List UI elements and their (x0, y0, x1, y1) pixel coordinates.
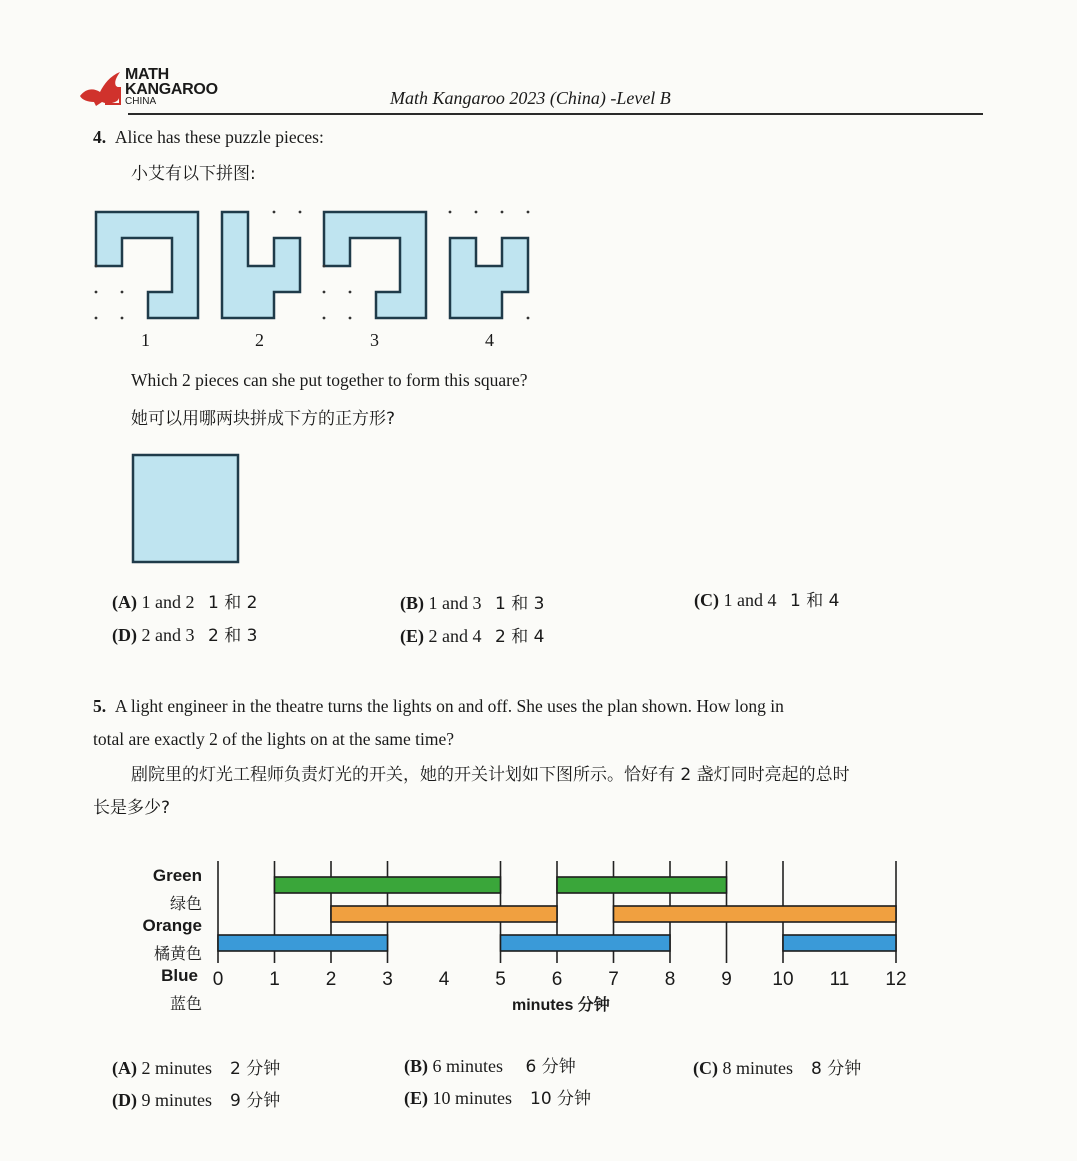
target-square (130, 452, 242, 566)
x-tick-8: 8 (664, 969, 676, 990)
x-tick-0: 0 (212, 969, 224, 990)
x-tick-5: 5 (495, 969, 506, 990)
q5-option-a-en: 2 minutes (141, 1058, 212, 1078)
q4-option-a-cn: 1 和 2 (208, 593, 258, 613)
logo-line-3: CHINA (125, 96, 157, 107)
q4-option-c[interactable] (694, 586, 839, 611)
x-tick-7: 7 (608, 969, 619, 990)
q5-option-b[interactable] (404, 1052, 576, 1077)
q4-option-b-letter: (B) (400, 593, 424, 613)
q5-option-e-en: 10 minutes (432, 1088, 512, 1108)
q4-text-en: Alice has these puzzle pieces: (114, 127, 324, 147)
x-tick-9: 9 (721, 969, 732, 990)
logo (76, 66, 226, 110)
puzzle-piece-1 (96, 212, 198, 318)
q5-text-cn-2: 长是多少? (93, 798, 171, 818)
q4-option-c-cn: 1 和 4 (790, 591, 840, 611)
piece-label-4: 4 (485, 330, 494, 350)
legend-green-cn: 绿色 (169, 894, 202, 913)
q5-option-a[interactable] (112, 1054, 280, 1079)
logo-line-2: KANGAROO (125, 81, 218, 98)
q5-line-en-1 (93, 690, 784, 723)
x-axis-label (512, 992, 610, 1015)
q4-option-e-cn: 2 和 4 (495, 627, 545, 647)
q4-line-en (93, 121, 324, 154)
q5-option-d-cn: 9 分钟 (230, 1091, 281, 1111)
q5-option-c-en: 8 minutes (722, 1058, 793, 1078)
x-tick-10: 10 (772, 969, 794, 990)
q5-option-c-letter: (C) (693, 1058, 718, 1078)
x-tick-6: 6 (551, 969, 563, 990)
piece-label-3: 3 (370, 330, 379, 350)
q5-option-c-cn: 8 分钟 (811, 1059, 862, 1079)
q4-question-en: Which 2 pieces can she put together to form this square? (131, 370, 528, 390)
q5-option-b-en: 6 minutes (432, 1056, 503, 1076)
kangaroo-logo-icon (76, 66, 128, 110)
q4-option-c-letter: (C) (694, 590, 719, 610)
q4-text-cn: 小艾有以下拼图: (131, 164, 256, 184)
x-tick-11: 11 (829, 969, 850, 990)
puzzle-piece-3 (324, 212, 426, 318)
puzzle-piece-2 (222, 212, 300, 318)
x-tick-4: 4 (438, 969, 450, 990)
q5-option-c[interactable] (693, 1054, 861, 1079)
legend-orange-cn: 橘黄色 (153, 944, 202, 963)
q4-option-e-letter: (E) (400, 626, 424, 646)
q5-option-a-letter: (A) (112, 1058, 137, 1078)
logo-line-1: MATH (125, 66, 169, 83)
q4-option-e-en: 2 and 4 (428, 626, 482, 646)
q5-option-d-en: 9 minutes (141, 1090, 212, 1110)
q5-option-e[interactable] (404, 1084, 591, 1109)
bar-blue-2 (501, 935, 671, 951)
q4-option-a-letter: (A) (112, 592, 137, 612)
q4-question-cn: 她可以用哪两块拼成下方的正方形? (131, 409, 396, 429)
q5-option-d-letter: (D) (112, 1090, 137, 1110)
x-tick-3: 3 (382, 969, 393, 990)
piece-label-2: 2 (255, 330, 264, 350)
piece-label-1: 1 (141, 330, 150, 350)
q5-option-b-letter: (B) (404, 1056, 428, 1076)
bar-green-2 (557, 877, 727, 893)
q5-option-d[interactable] (112, 1086, 280, 1111)
q5-option-b-cn: 6 分钟 (525, 1057, 576, 1077)
q4-option-b-en: 1 and 3 (428, 593, 482, 613)
page-title: Math Kangaroo 2023 (China) -Level B (390, 88, 671, 108)
q4-option-b[interactable] (400, 589, 544, 614)
q4-option-d[interactable] (112, 621, 257, 646)
q4-option-b-cn: 1 和 3 (495, 594, 545, 614)
q5-number: 5. (93, 696, 107, 716)
q4-option-d-en: 2 and 3 (141, 625, 195, 645)
bar-blue-1 (218, 935, 388, 951)
q5-text-cn-1: 剧院里的灯光工程师负责灯光的开关，她的开关计划如下图所示。恰好有 2 盏灯同时亮起的总时 (131, 765, 850, 785)
legend-blue-cn: 蓝色 (169, 994, 202, 1013)
q4-option-d-cn: 2 和 3 (208, 626, 258, 646)
q5-option-e-letter: (E) (404, 1088, 428, 1108)
x-tick-1: 1 (269, 969, 280, 990)
legend-orange: Orange (142, 916, 202, 935)
q5-option-a-cn: 2 分钟 (230, 1059, 281, 1079)
q4-option-a-en: 1 and 2 (141, 592, 195, 612)
q4-option-c-en: 1 and 4 (723, 590, 777, 610)
bar-orange-2 (614, 906, 897, 922)
x-axis-label-text: minutes 分钟 (512, 997, 610, 1014)
q5-text-en-2: total are exactly 2 of the lights on at the same time? (93, 729, 455, 749)
x-tick-12: 12 (885, 969, 907, 990)
bar-green-1 (275, 877, 501, 893)
q5-text-en-1: A light engineer in the theatre turns the lights on and off. She uses the plan shown. How long in (114, 696, 784, 716)
q4-number: 4. (93, 127, 107, 147)
header-rule (128, 113, 983, 115)
bar-blue-3 (783, 935, 896, 951)
legend-blue: Blue (161, 966, 198, 985)
q4-option-e[interactable] (400, 622, 544, 647)
puzzle-pieces-figure (88, 198, 548, 328)
legend-green: Green (152, 866, 202, 885)
x-tick-2: 2 (325, 969, 337, 990)
puzzle-piece-4 (450, 238, 528, 318)
q4-option-a[interactable] (112, 588, 257, 613)
bar-orange-1 (331, 906, 557, 922)
q5-option-e-cn: 10 分钟 (530, 1089, 592, 1109)
q4-option-d-letter: (D) (112, 625, 137, 645)
